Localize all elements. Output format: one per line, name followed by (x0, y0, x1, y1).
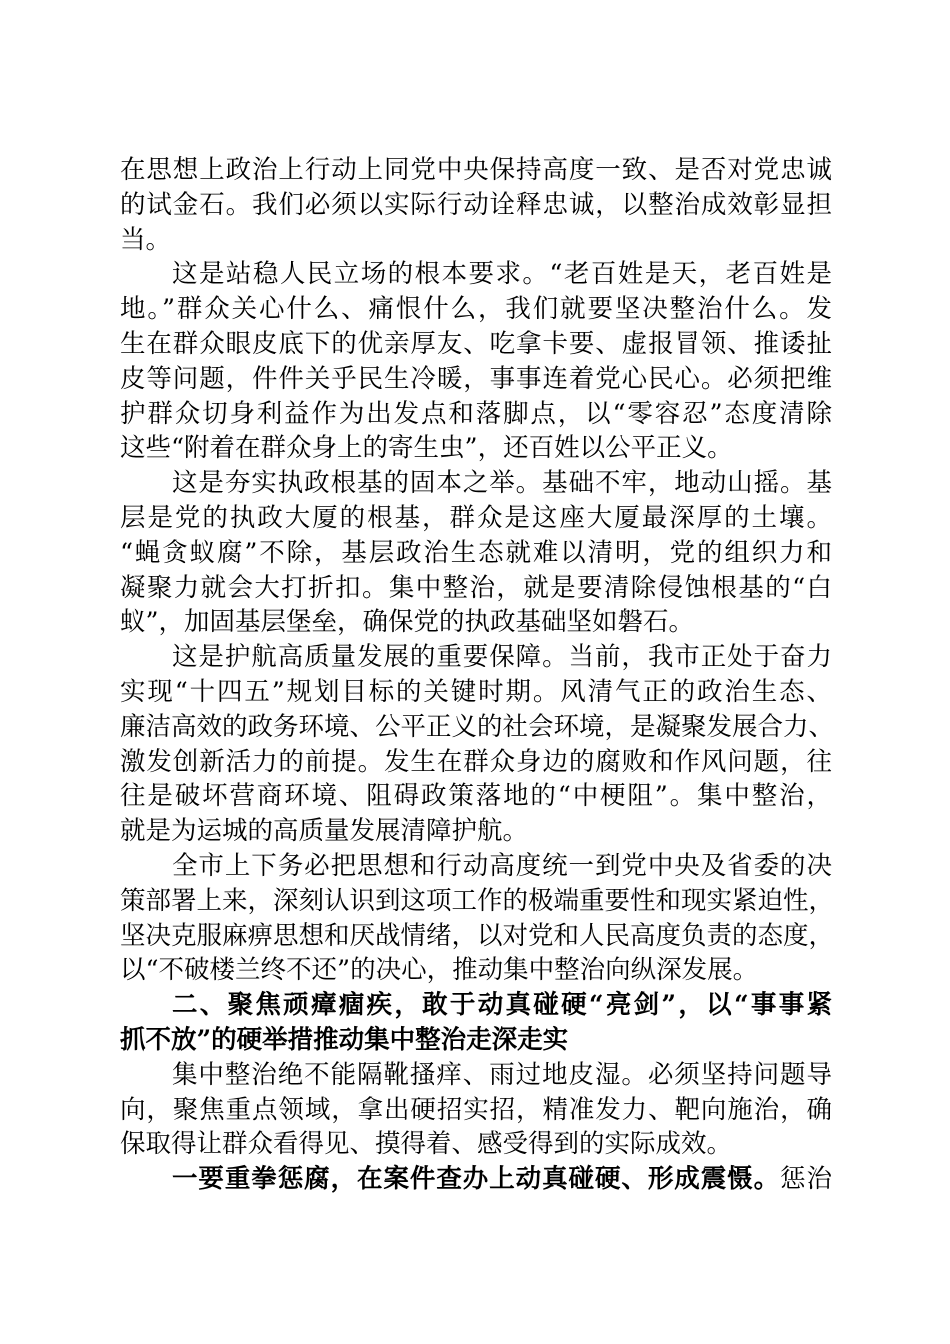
text-line: 实现“十四五”规划目标的关键时期。风清气正的政治生态、 (120, 676, 832, 707)
heading-line: 二、聚焦顽瘴痼疾，敢于动真碰硬“亮剑”，以“事事紧 (172, 990, 832, 1021)
text-line: 地。”群众关心什么、痛恨什么，我们就要坚决整治什么。发 (120, 294, 832, 325)
text-line: 保取得让群众看得见、摸得着、感受得到的实际成效。 (120, 1129, 733, 1160)
text-line: 向，聚焦重点领域，拿出硬招实招，精准发力、靶向施治，确 (120, 1094, 832, 1125)
text-line: 这是夯实执政根基的固本之举。基础不牢，地动山摇。基 (172, 468, 832, 499)
text-line: 蚁”，加固基层堡垒，确保党的执政基础坚如磐石。 (120, 607, 695, 638)
heading-line: 抓不放”的硬举措推动集中整治走深走实 (120, 1024, 569, 1055)
text-line: 的试金石。我们必须以实际行动诠释忠诚，以整治成效彰显担 (120, 189, 832, 220)
text-line: 这是护航高质量发展的重要保障。当前，我市正处于奋力 (172, 642, 832, 673)
paragraph (120, 466, 832, 640)
text-line: 这些“附着在群众身上的寄生虫”，还百姓以公平正义。 (120, 433, 733, 464)
text-line: 激发创新活力的前提。发生在群众身边的腐败和作风问题，往 (120, 746, 832, 777)
text-line: 以“不破楼兰终不还”的决心，推动集中整治向纵深发展。 (120, 955, 759, 986)
continued-text: 惩治 (780, 1164, 832, 1195)
paragraph (120, 1162, 832, 1197)
text-line: 策部署上来，深刻认识到这项工作的极端重要性和现实紧迫性， (120, 885, 835, 916)
paragraph (120, 849, 835, 988)
text-line: 集中整治绝不能隔靴搔痒、雨过地皮湿。必须坚持问题导 (172, 1059, 832, 1090)
text-line: 这是站稳人民立场的根本要求。“老百姓是天，老百姓是 (172, 259, 832, 290)
text-line: 生在群众眼皮底下的优亲厚友、吃拿卡要、虚报冒领、推诿扯 (120, 328, 832, 359)
text-line: 在思想上政治上行动上同党中央保持高度一致、是否对党忠诚 (120, 155, 832, 185)
text-line: 全市上下务必把思想和行动高度统一到党中央及省委的决 (172, 850, 832, 881)
text-line (120, 1162, 832, 1197)
text-line: 层是党的执政大厦的根基，群众是这座大厦最深厚的土壤。 (120, 502, 832, 533)
section-heading (120, 988, 832, 1058)
paragraph (120, 153, 832, 257)
paragraph (120, 640, 835, 849)
text-line: 护群众切身利益作为出发点和落脚点，以“零容忍”态度清除 (120, 398, 832, 429)
text-line: 皮等问题，件件关乎民生冷暖，事事连着党心民心。必须把维 (120, 363, 832, 394)
text-line: 往是破坏营商环境、阻碍政策落地的“中梗阻”。集中整治， (120, 781, 832, 812)
text-line: 坚决克服麻痹思想和厌战情绪，以对党和人民高度负责的态度， (120, 920, 835, 951)
text-line: “蝇贪蚁腐”不除，基层政治生态就难以清明，党的组织力和 (120, 537, 832, 568)
paragraph (120, 1058, 832, 1162)
bold-lead-sentence: 一要重拳惩腐，在案件查办上动真碰硬、形成震慑。 (172, 1164, 781, 1195)
text-line: 就是为运城的高质量发展清障护航。 (120, 816, 529, 847)
paragraph (120, 257, 832, 466)
document-page (120, 153, 835, 1197)
text-line: 凝聚力就会大打折扣。集中整治，就是要清除侵蚀根基的“白 (120, 572, 832, 603)
text-line: 廉洁高效的政务环境、公平正义的社会环境，是凝聚发展合力、 (120, 711, 835, 742)
text-line: 当。 (120, 224, 172, 255)
